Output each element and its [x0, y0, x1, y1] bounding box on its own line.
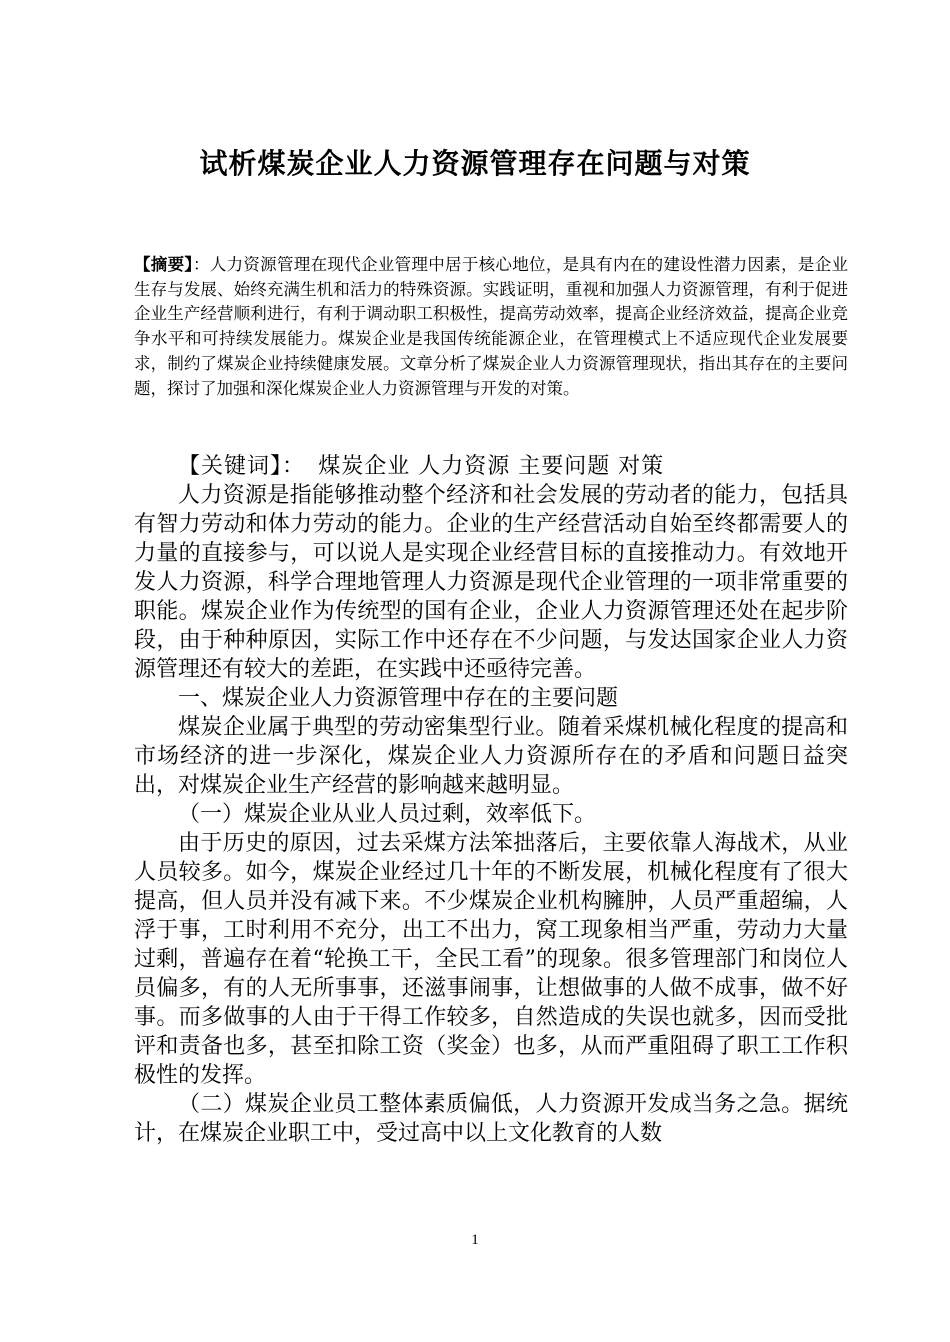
- subheading-2: （二）煤炭企业员工整体素质偏低，人力资源开发成当务之急。据统计，在煤炭企业职工中，受过高中以上文化教育的人数: [134, 1092, 848, 1146]
- paragraph-subsection-1: 由于历史的原因，过去采煤方法笨拙落后，主要依靠人海战术，从业人员较多。如今，煤炭企业经过几十年的不断发展，机械化程度有了很大提高，但人员并没有减下来。不少煤炭企业机构臃肿，人员严重超编，人浮于事，工时利用不充分，出工不出力，窝工现象相当严重，劳动力大量过剩，普遍存在着“轮换工干，全民工看”的现象。很多管理部门和岗位人员偏多，有的人无所事事，还滋事闹事，让想做事的人做不成事，做不好事。而多做事的人由于干得工作较多，自然造成的失误也就多，因而受批评和责备也多，甚至扣除工资（奖金）也多，从而严重阻碍了职工工作积极性的发挥。: [134, 831, 848, 1088]
- abstract: [134, 253, 848, 401]
- abstract-label: 【摘要】: [134, 255, 193, 274]
- page-number: 1: [471, 1232, 479, 1248]
- keywords: [134, 452, 848, 481]
- subheading-1: （一）煤炭企业从业人员过剩，效率低下。: [178, 802, 597, 827]
- keywords-label: 【关键词】：: [178, 454, 306, 479]
- abstract-text: ：人力资源管理在现代企业管理中居于核心地位，是具有内在的建设性潜力因素，是企业生存与发展、始终充满生机和活力的特殊资源。实践证明，重视和加强人力资源管理，有利于促进企业生产经营顺利进行，有利于调动职工积极性，提高劳动效率，提高企业经济效益，提高企业竞争水平和可持续发展能力。煤炭企业是我国传统能源企业，在管理模式上不适应现代企业发展要求，制约了煤炭企业持续健康发展。文章分析了煤炭企业人力资源管理现状，指出其存在的主要问题，探讨了加强和深化煤炭企业人力资源管理与开发的对策。: [134, 255, 849, 398]
- paragraph-section-1: 煤炭企业属于典型的劳动密集型行业。随着采煤机械化程度的提高和市场经济的进一步深化，煤炭企业人力资源所存在的矛盾和问题日益突出，对煤炭企业生产经营的影响越来越明显。: [134, 715, 848, 798]
- paragraph-intro: 人力资源是指能够推动整个经济和社会发展的劳动者的能力，包括具有智力劳动和体力劳动的能力。企业的生产经营活动自始至终都需要人的力量的直接参与，可以说人是实现企业经营目标的直接推动力。有效地开发人力资源，科学合理地管理人力资源是现代企业管理的一项非常重要的职能。煤炭企业作为传统型的国有企业，企业人力资源管理还处在起步阶段，由于种种原因，实际工作中还存在不少问题，与发达国家企业人力资源管理还有较大的差距，在实践中还亟待完善。: [134, 483, 848, 682]
- document-title: 试析煤炭企业人力资源管理存在问题与对策: [199, 147, 751, 180]
- keywords-text: 煤炭企业 人力资源 主要问题 对策: [318, 454, 665, 479]
- body-text: [134, 452, 848, 1148]
- section-heading-1: 一、煤炭企业人力资源管理中存在的主要问题: [178, 686, 619, 711]
